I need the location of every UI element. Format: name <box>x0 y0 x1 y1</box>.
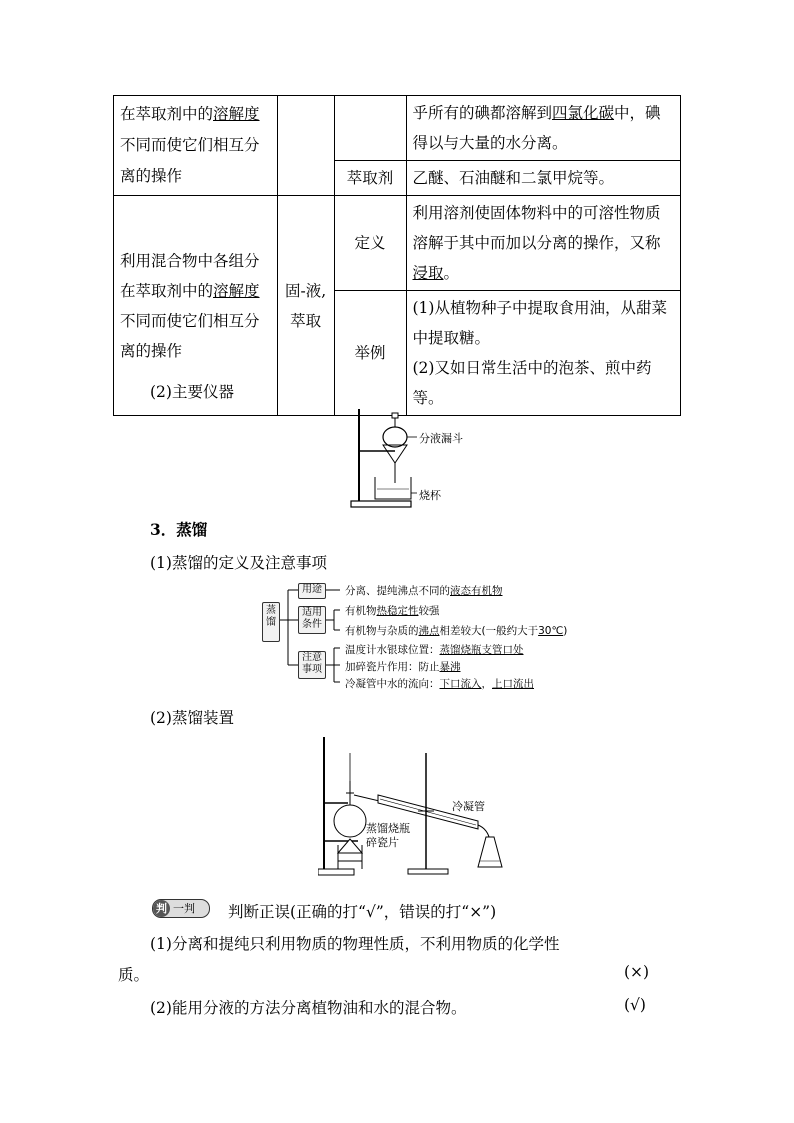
subsection-heading: (2)蒸馏装置 <box>150 709 234 727</box>
subsection-heading: (1)蒸馏的定义及注意事项 <box>150 554 327 572</box>
cond-text: 有机物 <box>345 605 377 617</box>
use-underlined: 液态有机物 <box>450 585 503 597</box>
judge-badge-icon: 判 <box>153 900 170 917</box>
note-text: 加碎瓷片作用：防止 <box>345 661 440 673</box>
table-row <box>114 96 681 161</box>
mindmap-note-2 <box>345 659 461 674</box>
purpose-underlined: 溶解度 <box>213 105 260 123</box>
note-underlined-2: 上口流出 <box>492 678 534 690</box>
example-1: (1)从植物种子中提取食用油，从甜菜中提取糖。 <box>412 299 667 347</box>
content-underlined: 四氯化碳 <box>552 104 615 122</box>
note-comma: ， <box>481 678 492 690</box>
example-text <box>406 291 681 416</box>
definition-underlined: 浸取 <box>412 264 444 282</box>
section-heading: (2)主要仪器 <box>150 383 234 401</box>
condenser-label: 冷凝管 <box>452 800 485 813</box>
mindmap-cond-1 <box>345 603 440 618</box>
table-row <box>114 196 681 291</box>
judge-badge-text: 一判 <box>173 902 195 915</box>
definition-end: 。 <box>443 264 460 282</box>
extractant-text: 乙醚、石油醚和二氯甲烷等。 <box>406 161 681 196</box>
judge-instruction: 判断正误(正确的打“√”，错误的打“×”) <box>228 903 497 921</box>
funnel-label: 分液漏斗 <box>419 432 463 445</box>
judge-badge <box>152 899 210 918</box>
note-underlined: 下口流入 <box>439 678 482 690</box>
purpose-underlined: 溶解度 <box>213 281 260 300</box>
cond-text: 有机物与杂质的 <box>345 625 419 637</box>
mindmap-note-1 <box>345 642 524 657</box>
label-cell-empty <box>334 96 406 161</box>
cond-underlined-temp: 30℃ <box>538 625 564 637</box>
question-2: (2)能用分液的方法分离植物油和水的混合物。 <box>150 999 467 1017</box>
chips-label: 碎瓷片 <box>366 836 399 849</box>
purpose-cell <box>114 96 278 196</box>
mindmap-root: 蒸馏 <box>262 602 280 642</box>
content-text-end: 中，碘得以与大量的水分离。 <box>412 104 661 152</box>
purpose-text-end: 不同而使它们相互分离的操作 <box>120 136 260 185</box>
definition-text <box>406 196 681 291</box>
purpose-text: 利用混合物中各组分在萃取剂中的 <box>120 251 260 300</box>
separatory-funnel-figure <box>345 405 485 510</box>
question-2-answer: (√) <box>624 996 646 1014</box>
mindmap-cond-2 <box>345 623 567 638</box>
cond-text-mid: 相差较大(一般约大于 <box>439 625 539 637</box>
type-cell-empty <box>277 96 334 196</box>
mindmap-use-text <box>345 583 503 598</box>
example-2: (2)又如日常生活中的泡茶、煎中药等。 <box>412 359 652 407</box>
purpose-text-end: 不同而使它们相互分离的操作 <box>120 311 260 360</box>
note-underlined: 蒸馏烧瓶支管口处 <box>439 644 524 656</box>
example-label: 举例 <box>334 291 406 416</box>
content-text: 乎所有的碘都溶解到 <box>412 104 553 122</box>
note-text: 冷凝管中水的流向： <box>345 678 440 690</box>
extractant-label: 萃取剂 <box>334 161 406 196</box>
beaker-label: 烧杯 <box>419 489 441 502</box>
mindmap-branch-notes: 注意事项 <box>298 651 326 679</box>
note-text: 温度计水银球位置： <box>345 644 440 656</box>
mindmap-note-3 <box>345 676 534 691</box>
type-cell: 固-液,萃取 <box>277 196 334 416</box>
use-text: 分离、提纯沸点不同的 <box>345 585 450 597</box>
purpose-text: 在萃取剂中的 <box>120 105 214 123</box>
cond-underlined: 沸点 <box>418 625 440 637</box>
question-1-cont: 质。 <box>118 966 150 984</box>
cond-text-end: ) <box>563 625 568 637</box>
section-heading-3: 3．蒸馏 <box>150 520 208 539</box>
mindmap-branch-use: 用途 <box>298 583 326 599</box>
question-1: (1)分离和提纯只利用物质的物理性质，不利用物质的化学性 <box>150 935 560 953</box>
content-cell <box>406 96 681 161</box>
mindmap-branch-condition: 适用条件 <box>298 606 326 634</box>
definition-body: 利用溶剂使固体物料中的可溶性物质溶解于其中而加以分离的操作，又称 <box>412 204 661 252</box>
extraction-table <box>113 95 681 416</box>
note-underlined: 暴沸 <box>439 661 461 673</box>
cond-underlined: 热稳定性 <box>376 605 419 617</box>
definition-label: 定义 <box>334 196 406 291</box>
cond-text-end: 较强 <box>418 605 440 617</box>
question-1-answer: (×) <box>624 963 650 981</box>
flask-label: 蒸馏烧瓶 <box>366 822 410 835</box>
